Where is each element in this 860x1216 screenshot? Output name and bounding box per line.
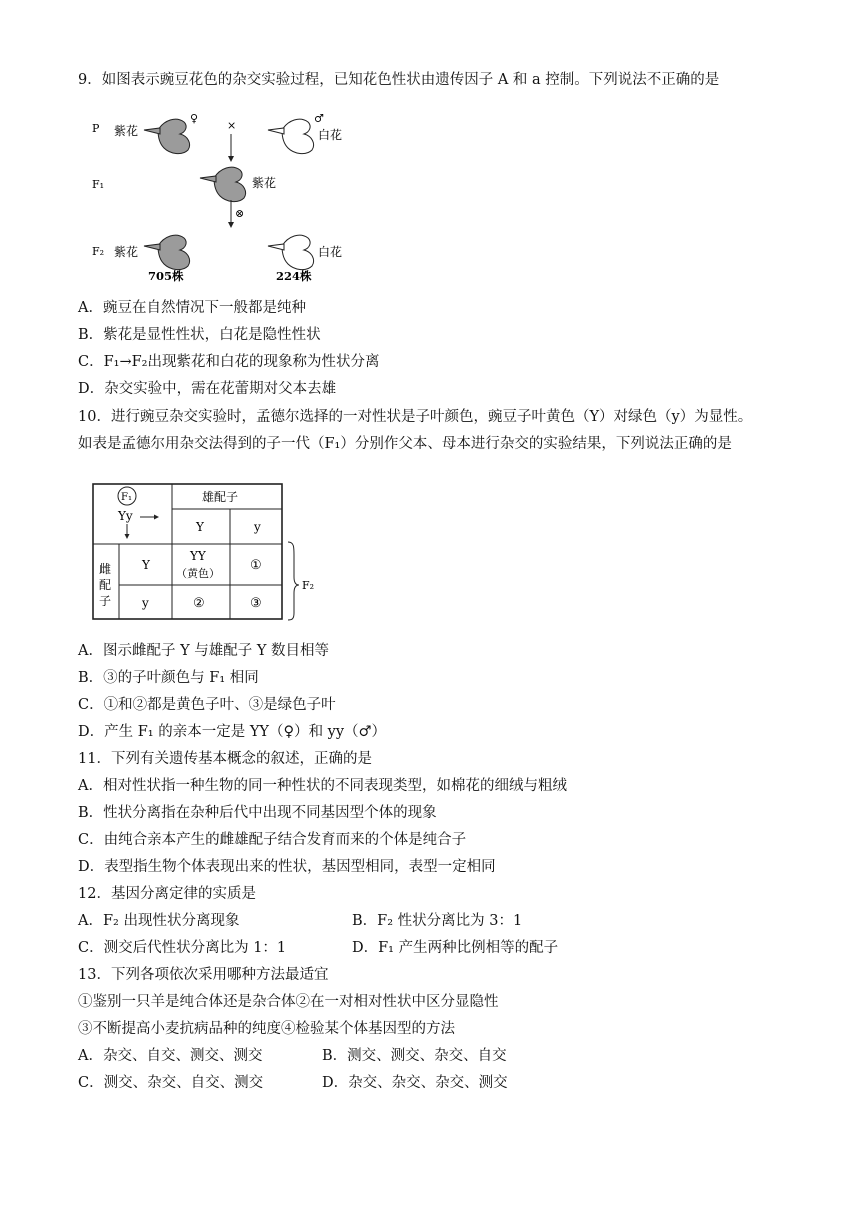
q9-stem: 9．如图表示豌豆花色的杂交实验过程，已知花色性状由遗传因子 A 和 a 控制。下列说法不正确的是 bbox=[78, 72, 720, 88]
q12-stem: 12．基因分离定律的实质是 bbox=[78, 886, 256, 902]
f2-white-label: 白花 bbox=[318, 245, 343, 259]
f2-purple-count: 705株 bbox=[148, 269, 184, 283]
q13-items-line1: ①鉴别一只羊是纯合体还是杂合体②在一对相对性状中区分显隐性 bbox=[78, 994, 499, 1010]
q12-option-b: B．F₂ 性状分离比为 3：1 bbox=[352, 913, 523, 929]
female-gamete-header-1: 雌 bbox=[99, 562, 112, 576]
f2-purple-flower-icon bbox=[144, 235, 190, 269]
row-header-Y: Y bbox=[142, 558, 150, 572]
q13-option-b: B．测交、测交、杂交、自交 bbox=[322, 1048, 507, 1064]
cell-YY-note: （黄色） bbox=[176, 567, 220, 580]
female-symbol: ♀ bbox=[190, 112, 199, 125]
q13-stem: 13．下列各项依次采用哪种方法最适宜 bbox=[78, 967, 329, 983]
q13-option-a: A．杂交、自交、测交、测交 bbox=[78, 1048, 263, 1064]
q12-option-c: C．测交后代性状分离比为 1：1 bbox=[78, 940, 287, 956]
male-symbol: ♂ bbox=[314, 112, 324, 125]
right-arrowhead-icon bbox=[154, 515, 159, 520]
female-gamete-header-2: 配 bbox=[99, 578, 112, 592]
col-header-Y: Y bbox=[196, 520, 204, 534]
f2-purple-label: 紫花 bbox=[114, 245, 139, 259]
pea-cross-figure bbox=[86, 108, 376, 288]
q13-option-c: C．测交、杂交、自交、测交 bbox=[78, 1075, 264, 1091]
cell-3: ③ bbox=[250, 596, 262, 611]
q9-option-c: C．F₁→F₂出现紫花和白花的现象称为性状分离 bbox=[78, 354, 380, 370]
q9-option-b: B．紫花是显性性状，白花是隐性性状 bbox=[78, 327, 321, 343]
down-arrowhead-icon bbox=[125, 534, 130, 539]
f2-brace-label: F₂ bbox=[302, 579, 315, 592]
punnett-square bbox=[92, 483, 332, 623]
cross-symbol: × bbox=[227, 119, 237, 132]
f1-purple-label: 紫花 bbox=[252, 176, 277, 190]
cell-2: ② bbox=[193, 596, 205, 611]
q11-option-a: A．相对性状指一种生物的同一种性状的不同表现类型，如棉花的细绒与粗绒 bbox=[78, 778, 567, 794]
q11-stem: 11．下列有关遗传基本概念的叙述，正确的是 bbox=[78, 751, 372, 767]
col-header-y: y bbox=[254, 520, 261, 534]
purple-flower-icon bbox=[144, 119, 190, 153]
q10-option-a: A．图示雌配子 Y 与雄配子 Y 数目相等 bbox=[78, 643, 330, 659]
male-gamete-header: 雄配子 bbox=[202, 490, 239, 504]
q11-option-c: C．由纯合亲本产生的雌雄配子结合发育而来的个体是纯合子 bbox=[78, 832, 467, 848]
f2-white-flower-icon bbox=[268, 235, 314, 269]
q10-stem-line2: 如表是孟德尔用杂交法得到的子一代（F₁）分别作父本、母本进行杂交的实验结果，下列说法正确的是 bbox=[78, 436, 732, 452]
q13-option-d: D．杂交、杂交、杂交、测交 bbox=[322, 1075, 508, 1091]
female-gamete-header-3: 子 bbox=[99, 594, 112, 608]
p-generation-label: P bbox=[92, 122, 100, 135]
q9-option-d: D．杂交实验中，需在花蕾期对父本去雄 bbox=[78, 381, 337, 397]
f2-generation-label: F₂ bbox=[92, 245, 105, 258]
self-arrowhead-icon bbox=[228, 222, 234, 228]
q11-option-d: D．表型指生物个体表现出来的性状，基因型相同，表型一定相同 bbox=[78, 859, 496, 875]
cross-arrowhead-icon bbox=[228, 156, 234, 162]
f1-circle-label: F₁ bbox=[121, 492, 132, 503]
parent-genotype: Yy bbox=[118, 509, 133, 523]
q13-items-line2: ③不断提高小麦抗病品种的纯度④检验某个体基因型的方法 bbox=[78, 1021, 455, 1037]
p-white-label: 白花 bbox=[318, 128, 343, 142]
q9-option-a: A．豌豆在自然情况下一般都是纯种 bbox=[78, 300, 306, 316]
q12-option-d: D．F₁ 产生两种比例相等的配子 bbox=[352, 940, 559, 956]
p-purple-label: 紫花 bbox=[114, 124, 139, 138]
white-flower-icon bbox=[268, 119, 314, 153]
cell-1: ① bbox=[250, 558, 262, 573]
f1-purple-flower-icon bbox=[200, 167, 246, 201]
row-header-y: y bbox=[142, 596, 149, 610]
f1-generation-label: F₁ bbox=[92, 178, 105, 191]
f2-white-count: 224株 bbox=[276, 269, 312, 283]
cell-YY: YY bbox=[190, 549, 206, 563]
self-symbol: ⊗ bbox=[235, 207, 245, 220]
q12-option-a: A．F₂ 出现性状分离现象 bbox=[78, 913, 240, 929]
q10-option-d: D．产生 F₁ 的亲本一定是 YY（♀）和 yy（♂） bbox=[78, 724, 387, 740]
q10-option-c: C．①和②都是黄色子叶、③是绿色子叶 bbox=[78, 697, 336, 713]
q10-stem-line1: 10．进行豌豆杂交实验时，孟德尔选择的一对性状是子叶颜色，豌豆子叶黄色（Y）对绿色（y）为显性。 bbox=[78, 409, 753, 425]
q10-option-b: B．③的子叶颜色与 F₁ 相同 bbox=[78, 670, 259, 686]
q11-option-b: B．性状分离指在杂种后代中出现不同基因型个体的现象 bbox=[78, 805, 437, 821]
